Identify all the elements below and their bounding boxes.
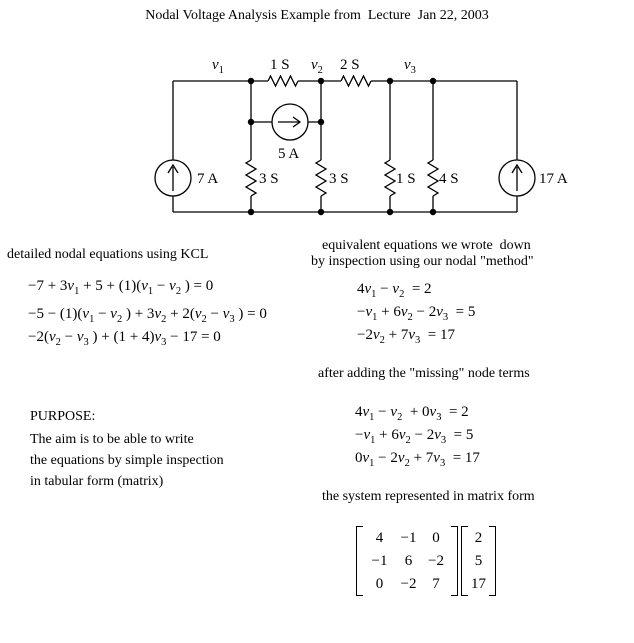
resistor-label-1s-top: 1 S bbox=[270, 57, 290, 73]
node-label-v1: $v_1$ bbox=[212, 57, 224, 76]
purpose-heading: PURPOSE: bbox=[30, 409, 96, 424]
inspection-heading-line2: by inspection using our nodal "method" bbox=[311, 254, 534, 269]
node-dot-icon bbox=[248, 209, 254, 215]
purpose-line-2: the equations by simple inspection bbox=[30, 453, 224, 468]
vector-cell: 17 bbox=[471, 576, 486, 592]
resistor-icon bbox=[268, 76, 298, 86]
node-dot-icon bbox=[430, 209, 436, 215]
node-label-v2: $v_2$ bbox=[311, 57, 323, 76]
node-dot-icon bbox=[430, 78, 436, 84]
node-dot-icon bbox=[318, 78, 324, 84]
matrix-heading: the system represented in matrix form bbox=[322, 489, 535, 504]
kcl-equation-1: $-7 + 3v_1 + 5 + (1)(v_1 - v_2$ ) = 0 bbox=[28, 278, 214, 297]
vector-cell: 2 bbox=[474, 530, 483, 546]
matrix-cell: 7 bbox=[432, 576, 440, 592]
matrix-cell: 6 bbox=[404, 553, 413, 569]
vector-left-bracket bbox=[461, 526, 468, 596]
kcl-equation-3: $-2(v_2 - v_3$ ) + $(1 + 4)v_3 - 17 = 0$ bbox=[28, 329, 221, 348]
matrix-right-bracket bbox=[451, 526, 458, 596]
source-label-17a: 17 A bbox=[539, 171, 568, 187]
matrix-left-bracket bbox=[356, 526, 363, 596]
vector-cell: 5 bbox=[474, 553, 483, 569]
node-dot-icon bbox=[387, 209, 393, 215]
matrix-cell: −2 bbox=[428, 553, 444, 569]
purpose-line-3: in tabular form (matrix) bbox=[30, 474, 164, 489]
node-dot-icon bbox=[387, 78, 393, 84]
node-label-v3: $v_3$ bbox=[404, 57, 416, 76]
matrix-cell: 0 bbox=[432, 530, 440, 546]
node-dot-icon bbox=[248, 78, 254, 84]
matrix-equation bbox=[356, 526, 496, 596]
matrix-cell: −2 bbox=[400, 576, 417, 592]
resistor-label-1s-shunt: 1 S bbox=[396, 171, 416, 187]
source-label-5a: 5 A bbox=[278, 146, 300, 162]
kcl-equation-2: $-5 - (1)(v_1 - v_2$ ) + $3v_2 + 2(v_2 - v_3$ ) = 0 bbox=[28, 306, 267, 325]
resistor-label-4s: 4 S bbox=[439, 171, 459, 187]
missing-terms-heading: after adding the "missing" node terms bbox=[318, 366, 530, 381]
inspection-equation-1: $4v_1 - v_2 = 2$ bbox=[357, 281, 432, 300]
resistor-icon bbox=[246, 160, 256, 196]
node-dot-icon bbox=[248, 119, 254, 125]
resistor-label-3s-b: 3 S bbox=[329, 171, 349, 187]
matrix-cell: −1 bbox=[371, 553, 388, 569]
vector-right-bracket bbox=[489, 526, 496, 596]
inspection-heading-line1: equivalent equations we wrote down bbox=[322, 238, 531, 253]
resistor-icon bbox=[428, 160, 438, 196]
resistor-label-2s-top: 2 S bbox=[340, 57, 360, 73]
missing-terms-equation-2: $-v_1 + 6v_2 - 2v_3 = 5$ bbox=[355, 427, 474, 446]
page-title: Nodal Voltage Analysis Example from Lecture Jan 22, 2003 bbox=[145, 8, 489, 23]
kcl-heading: detailed nodal equations using KCL bbox=[7, 247, 209, 262]
coefficient-matrix bbox=[363, 526, 451, 596]
matrix-cell: 4 bbox=[375, 530, 384, 546]
node-dot-icon bbox=[318, 209, 324, 215]
inspection-equation-3: $-2v_2 + 7v_3 = 17$ bbox=[357, 327, 455, 346]
resistor-label-3s-a: 3 S bbox=[259, 171, 279, 187]
node-dot-icon bbox=[318, 119, 324, 125]
source-label-7a: 7 A bbox=[197, 171, 219, 187]
missing-terms-equation-1: $4v_1 - v_2 + 0v_3 = 2$ bbox=[355, 404, 469, 423]
circuit-diagram bbox=[0, 0, 634, 240]
matrix-cell: 0 bbox=[375, 576, 384, 592]
constants-vector bbox=[468, 526, 489, 596]
resistor-icon bbox=[341, 76, 371, 86]
inspection-equation-2: $-v_1 + 6v_2 - 2v_3 = 5$ bbox=[357, 304, 476, 323]
matrix-cell: −1 bbox=[400, 530, 417, 546]
purpose-line-1: The aim is to be able to write bbox=[30, 432, 194, 447]
missing-terms-equation-3: $0v_1 - 2v_2 + 7v_3 = 17$ bbox=[355, 450, 480, 469]
resistor-icon bbox=[385, 160, 395, 196]
resistor-icon bbox=[316, 160, 326, 196]
